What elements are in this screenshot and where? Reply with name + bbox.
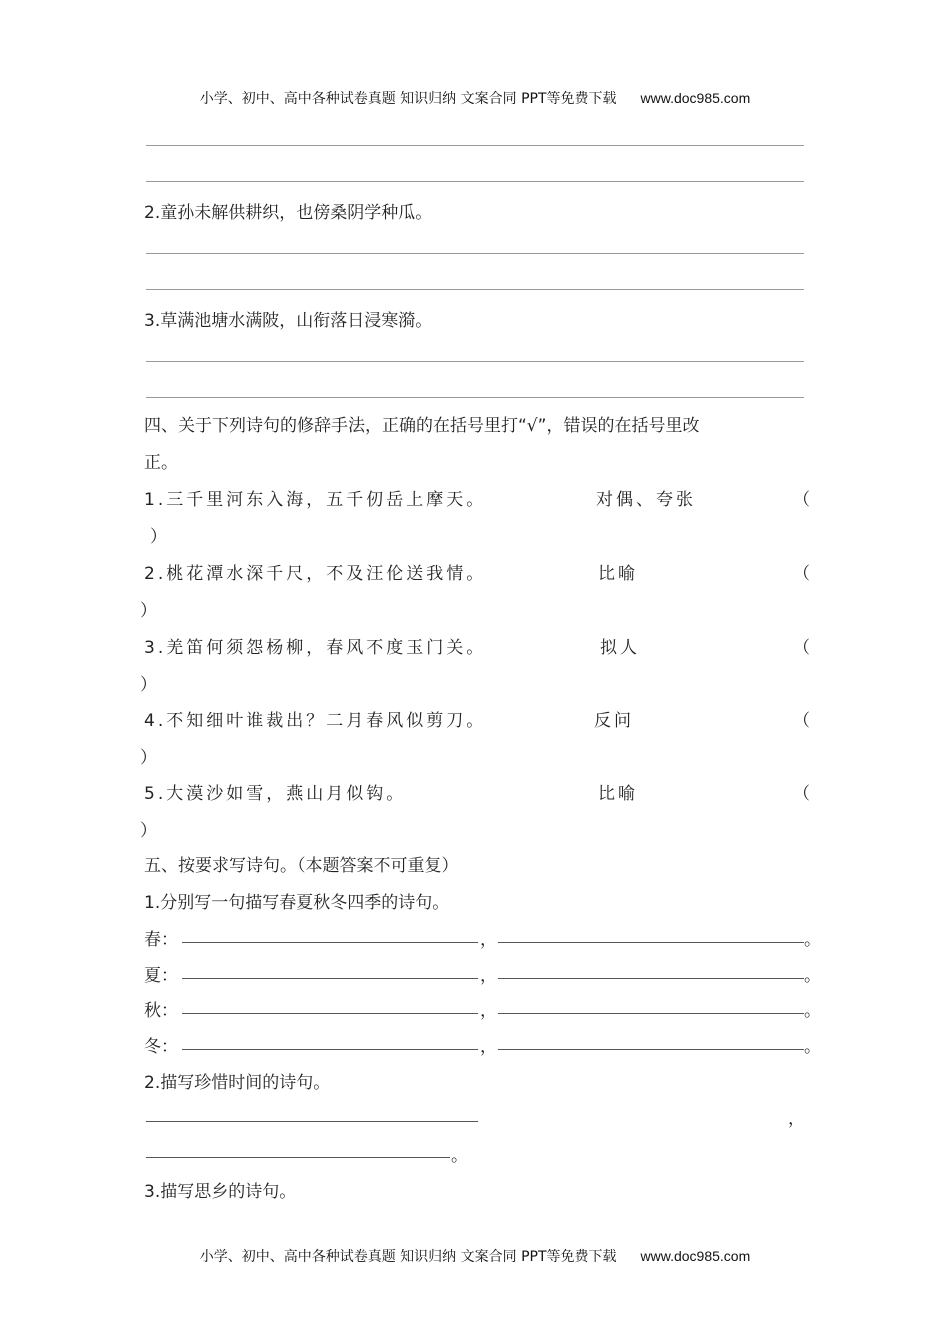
rhetoric-item-5: 5.大漠沙如雪，燕山月似钩。 <box>144 784 407 804</box>
period: 。 <box>804 1001 821 1021</box>
comma: ， <box>480 1037 497 1057</box>
comma: ， <box>480 966 497 986</box>
answer-line[interactable] <box>146 289 804 290</box>
period: 。 <box>804 966 821 986</box>
question-5-2: 2.描写珍惜时间的诗句。 <box>144 1073 331 1093</box>
question-3-2: 2.童孙未解供耕织，也傍桑阴学种瓜。 <box>144 203 433 223</box>
answer-paren-close-1[interactable]: ） <box>150 527 167 547</box>
answer-paren-close-4[interactable]: ） <box>140 748 157 768</box>
fill-blank[interactable] <box>146 1121 478 1122</box>
fill-blank[interactable] <box>182 1049 478 1050</box>
answer-paren-close-3[interactable]: ） <box>140 675 157 695</box>
header-text: 小学、初中、高中各种试卷真题 知识归纳 文案合同 PPT等免费下载 <box>199 91 617 107</box>
question-5-1: 1.分别写一句描写春夏秋冬四季的诗句。 <box>144 893 450 913</box>
period: 。 <box>451 1146 468 1166</box>
page-footer <box>0 1246 950 1266</box>
answer-line[interactable] <box>146 253 804 254</box>
season-label-winter: 冬： <box>144 1037 178 1057</box>
answer-line[interactable] <box>146 397 804 398</box>
comma: ， <box>480 930 497 950</box>
section-4-title-cont: 正。 <box>144 453 178 473</box>
footer-text: 小学、初中、高中各种试卷真题 知识归纳 文案合同 PPT等免费下载 <box>199 1249 617 1265</box>
answer-line[interactable] <box>146 361 804 362</box>
period: 。 <box>804 1037 821 1057</box>
rhetoric-device-4: 反问 <box>594 711 634 731</box>
answer-paren-open-3[interactable]: （ <box>793 638 810 658</box>
period: 。 <box>804 930 821 950</box>
answer-paren-open-1[interactable]: （ <box>793 490 810 510</box>
season-label-summer: 夏： <box>144 966 178 986</box>
question-5-3: 3.描写思乡的诗句。 <box>144 1182 297 1202</box>
rhetoric-device-5: 比喻 <box>598 784 638 804</box>
rhetoric-device-1: 对偶、夸张 <box>596 490 696 510</box>
season-label-spring: 春： <box>144 930 178 950</box>
fill-blank[interactable] <box>498 1049 804 1050</box>
rhetoric-item-4: 4.不知细叶谁裁出？二月春风似剪刀。 <box>144 711 487 731</box>
fill-blank[interactable] <box>498 978 804 979</box>
fill-blank[interactable] <box>146 1157 450 1158</box>
rhetoric-device-3: 拟人 <box>600 638 640 658</box>
answer-line[interactable] <box>146 145 804 146</box>
section-4-title: 四、关于下列诗句的修辞手法，正确的在括号里打“√”，错误的在括号里改 <box>144 416 700 436</box>
answer-paren-open-2[interactable]: （ <box>793 564 810 584</box>
answer-paren-open-4[interactable]: （ <box>793 711 810 731</box>
section-5-title: 五、按要求写诗句。（本题答案不可重复） <box>144 856 459 876</box>
fill-blank[interactable] <box>182 1013 478 1014</box>
fill-blank[interactable] <box>182 942 478 943</box>
rhetoric-item-1: 1.三千里河东入海，五千仞岳上摩天。 <box>144 490 487 510</box>
fill-blank[interactable] <box>498 1013 804 1014</box>
answer-line[interactable] <box>146 181 804 182</box>
comma: ， <box>788 1109 805 1129</box>
rhetoric-item-3: 3.羌笛何须怨杨柳，春风不度玉门关。 <box>144 638 487 658</box>
comma: ， <box>480 1001 497 1021</box>
answer-paren-close-2[interactable]: ） <box>140 601 157 621</box>
footer-site: www.doc985.com <box>640 1248 751 1264</box>
season-label-autumn: 秋： <box>144 1001 178 1021</box>
fill-blank[interactable] <box>182 978 478 979</box>
rhetoric-item-2: 2.桃花潭水深千尺，不及汪伦送我情。 <box>144 564 487 584</box>
answer-paren-close-5[interactable]: ） <box>140 821 157 841</box>
rhetoric-device-2: 比喻 <box>598 564 638 584</box>
fill-blank[interactable] <box>498 942 804 943</box>
question-3-3: 3.草满池塘水满陂，山衔落日浸寒漪。 <box>144 311 433 331</box>
header-site: www.doc985.com <box>640 90 751 106</box>
answer-paren-open-5[interactable]: （ <box>793 784 810 804</box>
page-header <box>0 88 950 108</box>
